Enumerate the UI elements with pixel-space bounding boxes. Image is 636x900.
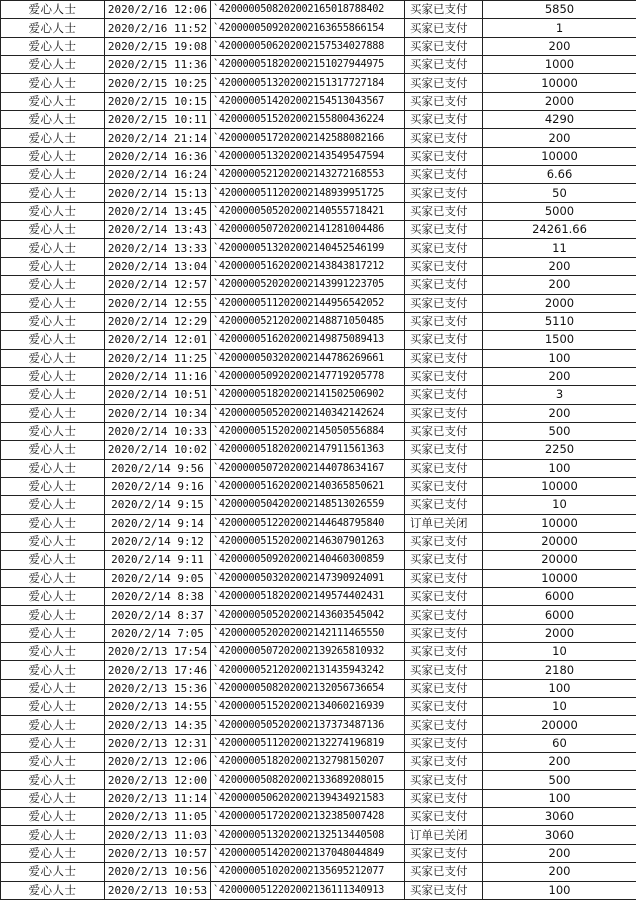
payment-status-cell: 买家已支付 (405, 698, 483, 716)
amount-cell: 100 (483, 881, 636, 900)
order-number-cell: `4200000506202002139434921583 (211, 789, 405, 807)
payment-status-cell: 买家已支付 (405, 441, 483, 459)
donor-name-cell: 爱心人士 (1, 331, 105, 349)
payment-status-cell: 买家已支付 (405, 881, 483, 900)
amount-cell: 200 (483, 404, 636, 422)
timestamp-cell: 2020/2/13 14:55 (105, 698, 211, 716)
payment-status-cell: 买家已支付 (405, 808, 483, 826)
amount-cell: 20000 (483, 716, 636, 734)
timestamp-cell: 2020/2/14 11:16 (105, 367, 211, 385)
order-number-cell: `4200000509202002147719205778 (211, 367, 405, 385)
payment-status-cell: 买家已支付 (405, 294, 483, 312)
order-number-cell: `4200000513202002143549547594 (211, 147, 405, 165)
amount-cell: 3060 (483, 808, 636, 826)
amount-cell: 10 (483, 698, 636, 716)
donor-name-cell: 爱心人士 (1, 624, 105, 642)
amount-cell: 2000 (483, 92, 636, 110)
amount-cell: 10000 (483, 569, 636, 587)
table-row (1, 753, 636, 771)
donor-name-cell: 爱心人士 (1, 19, 105, 37)
amount-cell: 10000 (483, 74, 636, 92)
order-number-cell: `4200000504202002148513026559 (211, 496, 405, 514)
timestamp-cell: 2020/2/14 12:55 (105, 294, 211, 312)
timestamp-cell: 2020/2/13 10:53 (105, 881, 211, 900)
amount-cell: 200 (483, 37, 636, 55)
payment-status-cell: 买家已支付 (405, 496, 483, 514)
donor-name-cell: 爱心人士 (1, 734, 105, 752)
timestamp-cell: 2020/2/14 9:16 (105, 477, 211, 495)
table-row (1, 129, 636, 147)
table-row (1, 294, 636, 312)
order-number-cell: `4200000509202002163655866154 (211, 19, 405, 37)
table-row (1, 588, 636, 606)
timestamp-cell: 2020/2/16 12:06 (105, 1, 211, 19)
donor-name-cell: 爱心人士 (1, 569, 105, 587)
amount-cell: 2250 (483, 441, 636, 459)
payment-status-cell: 买家已支付 (405, 184, 483, 202)
donor-name-cell: 爱心人士 (1, 37, 105, 55)
timestamp-cell: 2020/2/14 13:43 (105, 221, 211, 239)
amount-cell: 10000 (483, 477, 636, 495)
order-number-cell: `4200000517202002132385007428 (211, 808, 405, 826)
table-row (1, 679, 636, 697)
order-number-cell: `4200000521202002148871050485 (211, 312, 405, 330)
payment-status-cell: 买家已支付 (405, 312, 483, 330)
timestamp-cell: 2020/2/13 12:06 (105, 753, 211, 771)
amount-cell: 6000 (483, 588, 636, 606)
payment-status-cell: 买家已支付 (405, 459, 483, 477)
donor-name-cell: 爱心人士 (1, 459, 105, 477)
donor-name-cell: 爱心人士 (1, 294, 105, 312)
order-number-cell: `4200000516202002140365850621 (211, 477, 405, 495)
donor-name-cell: 爱心人士 (1, 74, 105, 92)
table-row (1, 863, 636, 881)
payment-status-cell: 买家已支付 (405, 221, 483, 239)
payment-status-cell: 买家已支付 (405, 111, 483, 129)
payment-status-cell: 买家已支付 (405, 477, 483, 495)
table-row (1, 789, 636, 807)
payment-status-cell: 买家已支付 (405, 551, 483, 569)
timestamp-cell: 2020/2/15 19:08 (105, 37, 211, 55)
order-number-cell: `4200000518202002132798150207 (211, 753, 405, 771)
table-row (1, 881, 636, 900)
table-row (1, 624, 636, 642)
order-number-cell: `4200000517202002142588082166 (211, 129, 405, 147)
payment-status-cell: 买家已支付 (405, 716, 483, 734)
donor-name-cell: 爱心人士 (1, 239, 105, 257)
table-row (1, 111, 636, 129)
timestamp-cell: 2020/2/14 11:25 (105, 349, 211, 367)
amount-cell: 200 (483, 276, 636, 294)
amount-cell: 6.66 (483, 166, 636, 184)
timestamp-cell: 2020/2/14 12:01 (105, 331, 211, 349)
table-row (1, 56, 636, 74)
table-row (1, 37, 636, 55)
amount-cell: 20000 (483, 532, 636, 550)
payment-status-cell: 买家已支付 (405, 532, 483, 550)
table-row (1, 496, 636, 514)
order-number-cell: `4200000512202002136111340913 (211, 881, 405, 900)
timestamp-cell: 2020/2/14 7:05 (105, 624, 211, 642)
timestamp-cell: 2020/2/14 15:13 (105, 184, 211, 202)
order-number-cell: `4200000505202002140555718421 (211, 202, 405, 220)
table-row (1, 551, 636, 569)
timestamp-cell: 2020/2/13 11:14 (105, 789, 211, 807)
timestamp-cell: 2020/2/14 12:29 (105, 312, 211, 330)
amount-cell: 3060 (483, 826, 636, 844)
timestamp-cell: 2020/2/15 10:11 (105, 111, 211, 129)
donor-name-cell: 爱心人士 (1, 257, 105, 275)
amount-cell: 11 (483, 239, 636, 257)
donor-name-cell: 爱心人士 (1, 753, 105, 771)
donor-name-cell: 爱心人士 (1, 532, 105, 550)
table-row (1, 716, 636, 734)
order-number-cell: `4200000521202002131435943242 (211, 661, 405, 679)
timestamp-cell: 2020/2/13 14:35 (105, 716, 211, 734)
amount-cell: 20000 (483, 551, 636, 569)
order-number-cell: `4200000503202002144786269661 (211, 349, 405, 367)
table-row (1, 239, 636, 257)
amount-cell: 100 (483, 679, 636, 697)
table-row (1, 257, 636, 275)
amount-cell: 60 (483, 734, 636, 752)
payment-status-cell: 买家已支付 (405, 202, 483, 220)
order-number-cell: `4200000518202002147911561363 (211, 441, 405, 459)
table-row (1, 532, 636, 550)
order-number-cell: `4200000507202002139265810932 (211, 643, 405, 661)
amount-cell: 6000 (483, 606, 636, 624)
donor-name-cell: 爱心人士 (1, 661, 105, 679)
donor-name-cell: 爱心人士 (1, 496, 105, 514)
table-row (1, 844, 636, 862)
timestamp-cell: 2020/2/14 13:33 (105, 239, 211, 257)
payment-status-cell: 买家已支付 (405, 753, 483, 771)
donor-name-cell: 爱心人士 (1, 221, 105, 239)
payment-status-cell: 买家已支付 (405, 422, 483, 440)
amount-cell: 200 (483, 863, 636, 881)
table-row (1, 92, 636, 110)
table-row (1, 643, 636, 661)
payment-status-cell: 订单已关闭 (405, 826, 483, 844)
payment-status-cell: 买家已支付 (405, 569, 483, 587)
table-row (1, 661, 636, 679)
donor-name-cell: 爱心人士 (1, 56, 105, 74)
order-number-cell: `4200000515202002134060216939 (211, 698, 405, 716)
amount-cell: 200 (483, 844, 636, 862)
order-number-cell: `4200000508202002165018788402 (211, 1, 405, 19)
amount-cell: 5110 (483, 312, 636, 330)
timestamp-cell: 2020/2/14 9:05 (105, 569, 211, 587)
table-row (1, 477, 636, 495)
payment-status-cell: 买家已支付 (405, 74, 483, 92)
amount-cell: 1 (483, 19, 636, 37)
amount-cell: 100 (483, 789, 636, 807)
payment-status-cell: 买家已支付 (405, 92, 483, 110)
amount-cell: 2000 (483, 294, 636, 312)
donor-name-cell: 爱心人士 (1, 1, 105, 19)
amount-cell: 5850 (483, 1, 636, 19)
donor-name-cell: 爱心人士 (1, 202, 105, 220)
table-row (1, 734, 636, 752)
payment-status-cell: 买家已支付 (405, 863, 483, 881)
table-row (1, 569, 636, 587)
order-number-cell: `4200000513202002151317727184 (211, 74, 405, 92)
order-number-cell: `4200000505202002137373487136 (211, 716, 405, 734)
amount-cell: 100 (483, 349, 636, 367)
table-row (1, 312, 636, 330)
donor-name-cell: 爱心人士 (1, 147, 105, 165)
payment-status-cell: 买家已支付 (405, 166, 483, 184)
donor-name-cell: 爱心人士 (1, 551, 105, 569)
timestamp-cell: 2020/2/13 17:54 (105, 643, 211, 661)
payment-status-cell: 买家已支付 (405, 404, 483, 422)
amount-cell: 24261.66 (483, 221, 636, 239)
donor-name-cell: 爱心人士 (1, 771, 105, 789)
donor-name-cell: 爱心人士 (1, 477, 105, 495)
order-number-cell: `4200000513202002132513440508 (211, 826, 405, 844)
amount-cell: 1500 (483, 331, 636, 349)
timestamp-cell: 2020/2/14 10:34 (105, 404, 211, 422)
order-number-cell: `4200000515202002155800436224 (211, 111, 405, 129)
timestamp-cell: 2020/2/13 10:56 (105, 863, 211, 881)
amount-cell: 50 (483, 184, 636, 202)
donor-name-cell: 爱心人士 (1, 606, 105, 624)
payment-status-cell: 订单已关闭 (405, 514, 483, 532)
payment-status-cell: 买家已支付 (405, 771, 483, 789)
payment-status-cell: 买家已支付 (405, 643, 483, 661)
amount-cell: 100 (483, 459, 636, 477)
amount-cell: 200 (483, 753, 636, 771)
donor-name-cell: 爱心人士 (1, 789, 105, 807)
donor-name-cell: 爱心人士 (1, 514, 105, 532)
payment-status-cell: 买家已支付 (405, 349, 483, 367)
donor-name-cell: 爱心人士 (1, 92, 105, 110)
donor-name-cell: 爱心人士 (1, 404, 105, 422)
timestamp-cell: 2020/2/13 17:46 (105, 661, 211, 679)
amount-cell: 200 (483, 129, 636, 147)
donor-name-cell: 爱心人士 (1, 111, 105, 129)
timestamp-cell: 2020/2/14 13:45 (105, 202, 211, 220)
timestamp-cell: 2020/2/14 8:37 (105, 606, 211, 624)
amount-cell: 10 (483, 643, 636, 661)
donor-name-cell: 爱心人士 (1, 643, 105, 661)
payment-status-cell: 买家已支付 (405, 147, 483, 165)
payment-status-cell: 买家已支付 (405, 844, 483, 862)
donor-name-cell: 爱心人士 (1, 588, 105, 606)
timestamp-cell: 2020/2/14 12:57 (105, 276, 211, 294)
table-row (1, 184, 636, 202)
donor-name-cell: 爱心人士 (1, 184, 105, 202)
timestamp-cell: 2020/2/14 9:56 (105, 459, 211, 477)
amount-cell: 10000 (483, 514, 636, 532)
order-number-cell: `4200000513202002140452546199 (211, 239, 405, 257)
payment-status-cell: 买家已支付 (405, 789, 483, 807)
amount-cell: 200 (483, 367, 636, 385)
payment-status-cell: 买家已支付 (405, 367, 483, 385)
donor-name-cell: 爱心人士 (1, 881, 105, 900)
table-row (1, 514, 636, 532)
donor-name-cell: 爱心人士 (1, 166, 105, 184)
amount-cell: 4290 (483, 111, 636, 129)
amount-cell: 1000 (483, 56, 636, 74)
table-row (1, 441, 636, 459)
payment-status-cell: 买家已支付 (405, 606, 483, 624)
order-number-cell: `4200000516202002149875089413 (211, 331, 405, 349)
donor-name-cell: 爱心人士 (1, 698, 105, 716)
payment-status-cell: 买家已支付 (405, 1, 483, 19)
donor-name-cell: 爱心人士 (1, 129, 105, 147)
timestamp-cell: 2020/2/13 11:05 (105, 808, 211, 826)
timestamp-cell: 2020/2/14 16:36 (105, 147, 211, 165)
donor-name-cell: 爱心人士 (1, 826, 105, 844)
table-row (1, 331, 636, 349)
donor-name-cell: 爱心人士 (1, 312, 105, 330)
table-row (1, 826, 636, 844)
order-number-cell: `4200000521202002143272168553 (211, 166, 405, 184)
timestamp-cell: 2020/2/14 21:14 (105, 129, 211, 147)
table-row (1, 422, 636, 440)
donor-name-cell: 爱心人士 (1, 844, 105, 862)
donor-name-cell: 爱心人士 (1, 367, 105, 385)
timestamp-cell: 2020/2/14 16:24 (105, 166, 211, 184)
timestamp-cell: 2020/2/14 10:02 (105, 441, 211, 459)
payment-status-cell: 买家已支付 (405, 331, 483, 349)
payment-status-cell: 买家已支付 (405, 239, 483, 257)
payment-status-cell: 买家已支付 (405, 588, 483, 606)
donor-name-cell: 爱心人士 (1, 276, 105, 294)
order-number-cell: `4200000514202002154513043567 (211, 92, 405, 110)
payment-status-cell: 买家已支付 (405, 276, 483, 294)
timestamp-cell: 2020/2/14 10:33 (105, 422, 211, 440)
table-row (1, 1, 636, 19)
donor-name-cell: 爱心人士 (1, 422, 105, 440)
order-number-cell: `4200000520202002143991223705 (211, 276, 405, 294)
order-number-cell: `4200000505202002143603545042 (211, 606, 405, 624)
table-row (1, 349, 636, 367)
donor-name-cell: 爱心人士 (1, 679, 105, 697)
amount-cell: 500 (483, 422, 636, 440)
order-number-cell: `4200000510202002135695212077 (211, 863, 405, 881)
timestamp-cell: 2020/2/14 9:12 (105, 532, 211, 550)
timestamp-cell: 2020/2/15 10:15 (105, 92, 211, 110)
payment-status-cell: 买家已支付 (405, 661, 483, 679)
order-number-cell: `4200000508202002132056736654 (211, 679, 405, 697)
table-row (1, 698, 636, 716)
donor-name-cell: 爱心人士 (1, 349, 105, 367)
order-number-cell: `4200000511202002148939951725 (211, 184, 405, 202)
amount-cell: 2180 (483, 661, 636, 679)
order-number-cell: `4200000506202002157534027888 (211, 37, 405, 55)
table-row (1, 19, 636, 37)
payment-status-cell: 买家已支付 (405, 37, 483, 55)
table-row (1, 771, 636, 789)
table-row (1, 276, 636, 294)
timestamp-cell: 2020/2/13 12:00 (105, 771, 211, 789)
table-body (1, 1, 636, 900)
order-number-cell: `4200000507202002144078634167 (211, 459, 405, 477)
order-number-cell: `4200000509202002140460300859 (211, 551, 405, 569)
order-number-cell: `4200000518202002151027944975 (211, 56, 405, 74)
amount-cell: 200 (483, 257, 636, 275)
timestamp-cell: 2020/2/13 15:36 (105, 679, 211, 697)
payment-status-cell: 买家已支付 (405, 19, 483, 37)
timestamp-cell: 2020/2/14 10:51 (105, 386, 211, 404)
amount-cell: 3 (483, 386, 636, 404)
amount-cell: 5000 (483, 202, 636, 220)
order-number-cell: `4200000512202002144648795840 (211, 514, 405, 532)
order-number-cell: `4200000505202002140342142624 (211, 404, 405, 422)
order-number-cell: `4200000503202002147390924091 (211, 569, 405, 587)
order-number-cell: `4200000515202002146307901263 (211, 532, 405, 550)
payment-status-cell: 买家已支付 (405, 386, 483, 404)
order-number-cell: `4200000511202002144956542052 (211, 294, 405, 312)
order-number-cell: `4200000518202002141502506902 (211, 386, 405, 404)
timestamp-cell: 2020/2/13 11:03 (105, 826, 211, 844)
order-number-cell: `4200000516202002143843817212 (211, 257, 405, 275)
order-number-cell: `4200000514202002137048044849 (211, 844, 405, 862)
timestamp-cell: 2020/2/13 10:57 (105, 844, 211, 862)
table-row (1, 459, 636, 477)
order-number-cell: `4200000511202002132274196819 (211, 734, 405, 752)
donor-name-cell: 爱心人士 (1, 863, 105, 881)
payment-status-cell: 买家已支付 (405, 129, 483, 147)
timestamp-cell: 2020/2/14 9:15 (105, 496, 211, 514)
order-number-cell: `4200000520202002142111465550 (211, 624, 405, 642)
table-row (1, 221, 636, 239)
order-number-cell: `4200000518202002149574402431 (211, 588, 405, 606)
table-row (1, 166, 636, 184)
timestamp-cell: 2020/2/13 12:31 (105, 734, 211, 752)
table-row (1, 386, 636, 404)
payment-status-cell: 买家已支付 (405, 56, 483, 74)
timestamp-cell: 2020/2/14 13:04 (105, 257, 211, 275)
payment-status-cell: 买家已支付 (405, 734, 483, 752)
payment-status-cell: 买家已支付 (405, 257, 483, 275)
table-row (1, 606, 636, 624)
timestamp-cell: 2020/2/14 8:38 (105, 588, 211, 606)
donor-name-cell: 爱心人士 (1, 386, 105, 404)
table-row (1, 808, 636, 826)
timestamp-cell: 2020/2/16 11:52 (105, 19, 211, 37)
order-number-cell: `4200000508202002133689208015 (211, 771, 405, 789)
table-row (1, 367, 636, 385)
timestamp-cell: 2020/2/14 9:11 (105, 551, 211, 569)
table-row (1, 147, 636, 165)
amount-cell: 2000 (483, 624, 636, 642)
timestamp-cell: 2020/2/15 10:25 (105, 74, 211, 92)
order-number-cell: `4200000515202002145050556884 (211, 422, 405, 440)
order-number-cell: `4200000507202002141281004486 (211, 221, 405, 239)
donor-name-cell: 爱心人士 (1, 441, 105, 459)
table-row (1, 74, 636, 92)
payment-status-cell: 买家已支付 (405, 624, 483, 642)
donor-name-cell: 爱心人士 (1, 808, 105, 826)
amount-cell: 10 (483, 496, 636, 514)
timestamp-cell: 2020/2/15 11:36 (105, 56, 211, 74)
payment-status-cell: 买家已支付 (405, 679, 483, 697)
amount-cell: 500 (483, 771, 636, 789)
table-row (1, 202, 636, 220)
donor-name-cell: 爱心人士 (1, 716, 105, 734)
amount-cell: 10000 (483, 147, 636, 165)
table-row (1, 404, 636, 422)
timestamp-cell: 2020/2/14 9:14 (105, 514, 211, 532)
